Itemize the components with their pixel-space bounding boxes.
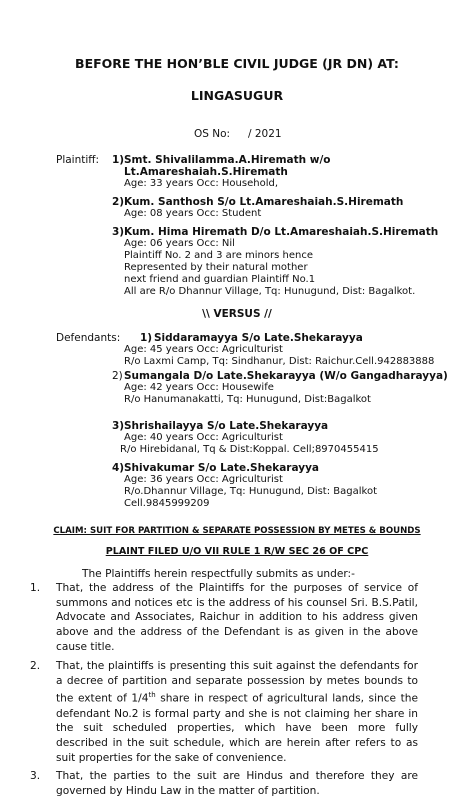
plaintiff-1-number: 1) — [112, 154, 125, 166]
plaintiff-3-detail: Represented by their natural mother — [124, 262, 308, 273]
court-title-line2: LINGASUGUR — [190, 88, 284, 103]
plaintiff-1-detail: Age: 33 years Occ: Household, — [124, 178, 279, 189]
defendant-3-name: Shrishailayya S/o Late.Shekarayya — [124, 420, 329, 432]
plaint-heading: PLAINT FILED U/O VII RULE 1 R/W SEC 26 OF CPC — [105, 546, 369, 557]
defendant-4-name: Shivakumar S/o Late.Shekarayya — [124, 462, 319, 474]
versus-divider: \\ VERSUS // — [202, 308, 272, 320]
plaintiff-3-detail: next friend and guardian Plaintiff No.1 — [124, 274, 316, 285]
paragraph-2-text: That, the plaintiffs is presenting this suit against the defendants for a decree of partition and separate possession by metes bounds to the extent of 1/4th share in respect of agricultural lands, since the defendant No.2 is formal party and she is not claiming her share in the suit scheduled properties, which have been more fully described in the suit schedule, which are herein after refers to as suit properties for the sake of convenience. — [56, 660, 419, 764]
plaintiff-2-number: 2) — [112, 196, 125, 208]
paragraph-3-text: That, the parties to the suit are Hindus and therefore they are governed by Hindu Law in the matter of partition. — [56, 770, 418, 797]
paragraph-1-number: 1. — [30, 582, 41, 595]
intro-text: The Plaintiffs herein respectfully submits as under:- — [82, 568, 355, 580]
defendant-1-detail: Age: 45 years Occ: Agriculturist — [124, 344, 283, 355]
plaintiff-3-number: 3) — [112, 226, 125, 238]
paragraph-3-number: 3. — [30, 770, 41, 783]
defendant-4-detail: R/o.Dhannur Village, Tq: Hunugund, Dist: Bagalkot — [124, 486, 377, 497]
paragraph-2-number: 2. — [30, 660, 41, 673]
plaintiff-3-name: Kum. Hima Hiremath D/o Lt.Amareshaiah.S.Hiremath — [124, 226, 439, 238]
defendant-4-detail: Age: 36 years Occ: Agriculturist — [124, 474, 283, 485]
defendant-3-number: 3) — [112, 420, 125, 432]
plaintiff-3-detail: Age: 06 years Occ: Nil — [124, 238, 235, 249]
plaintiff-2-detail: Age: 08 years Occ: Student — [124, 208, 262, 219]
defendant-3-detail: Age: 40 years Occ: Agriculturist — [124, 432, 283, 443]
plaintiff-2-name: Kum. Santhosh S/o Lt.Amareshaiah.S.Hiremath — [124, 196, 404, 208]
defendant-2-detail: Age: 42 years Occ: Housewife — [124, 382, 274, 393]
claim-heading: CLAIM: SUIT FOR PARTITION & SEPARATE POSSESSION BY METES & BOUNDS — [53, 526, 421, 536]
defendant-4-number: 4) — [112, 462, 125, 474]
defendant-2-name: Sumangala D/o Late.Shekarayya (W/o Gangadharayya) — [124, 370, 448, 382]
defendant-3-detail: R/o Hirebidanal, Tq & Dist:Koppal. Cell;8970455415 — [120, 444, 379, 455]
plaintiff-label: Plaintiff: — [56, 154, 100, 166]
defendant-1-number: 1) — [140, 332, 153, 344]
defendant-1-detail: R/o Laxmi Camp, Tq: Sindhanur, Dist: Raichur.Cell.942883888 — [124, 356, 435, 367]
defendant-label: Defendants: — [56, 332, 121, 344]
plaintiff-3-detail: Plaintiff No. 2 and 3 are minors hence — [124, 250, 313, 261]
plaintiff-3-detail: All are R/o Dhannur Village, Tq: Hunugund, Dist: Bagalkot. — [124, 286, 416, 297]
defendant-1-name: Siddaramayya S/o Late.Shekarayya — [154, 332, 363, 344]
os-no-label: OS No: — [194, 128, 231, 140]
paragraph-1-text: That, the address of the Plaintiffs for the purposes of service of summons and notices etc is the address of his counsel Sri. B.S.Patil, Advocate and Associates, Raichur in addition to his address given above and the address of the Defendant is as given in the above cause title. — [56, 582, 418, 653]
defendant-4-detail: Cell.9845999209 — [124, 498, 210, 509]
defendant-2-detail: R/o Hanumanakatti, Tq: Hunugund, Dist:Bagalkot — [124, 394, 371, 405]
os-no-value: / 2021 — [248, 128, 282, 140]
plaintiff-1-name-line1: Smt. Shivalilamma.A.Hiremath w/o — [124, 154, 331, 166]
paragraph-2-superscript: th — [148, 691, 156, 700]
plaintiff-1-name-line2: Lt.Amareshaiah.S.Hiremath — [124, 166, 288, 178]
defendant-2-number: 2) — [112, 370, 123, 382]
court-title-line1: BEFORE THE HON’BLE CIVIL JUDGE (JR DN) AT: — [75, 56, 399, 71]
